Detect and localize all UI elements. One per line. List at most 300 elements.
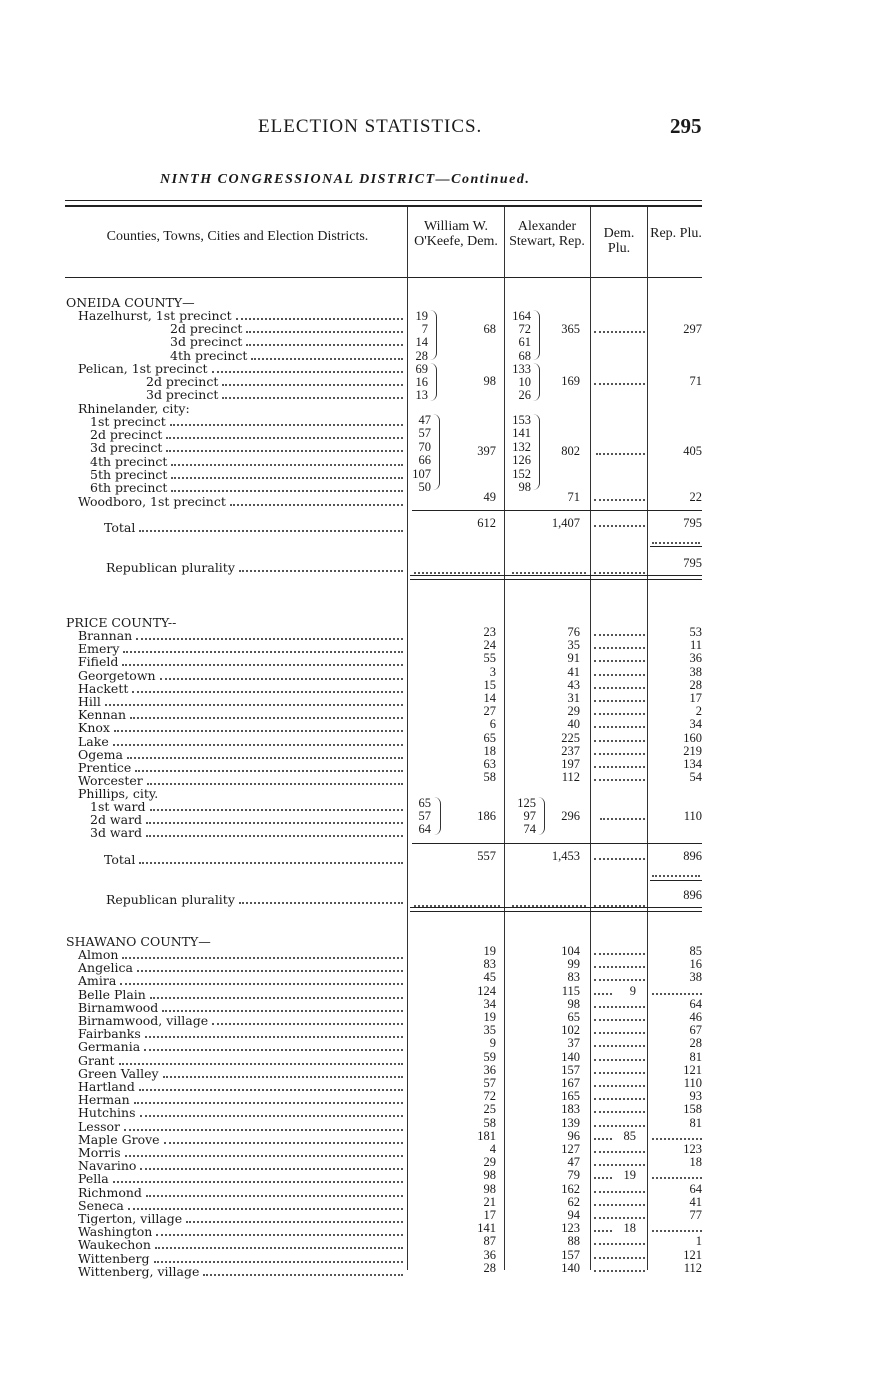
rep-votes: 96 [567,1128,580,1143]
rep-plurality: 22 [689,490,702,504]
rep-plurality: 28 [689,1036,702,1051]
dem-votes: 65 [483,730,496,745]
rep-votes: 165 [561,1089,580,1104]
town-label: Fifield [78,654,119,670]
precinct-dem-votes: 57 [418,426,431,441]
dem-votes: 34 [483,996,496,1011]
precinct-dem-votes: 13 [415,388,428,403]
dem-votes: 9 [489,1036,496,1051]
town-label: Hackett [78,680,129,696]
leader-dots [594,516,645,529]
rep-plurality: 64 [689,996,702,1011]
rep-plurality: 38 [689,970,702,985]
leader-dots [594,1155,645,1168]
town-label: Navarino [78,1158,137,1174]
leader-dots [119,1054,404,1067]
col-header-rep-plu: Rep. Plu. [650,226,702,241]
precinct-label: 5th precinct [90,466,168,482]
leader-dots [122,948,403,961]
rep-votes: 102 [561,1023,580,1038]
leader-dots [145,1027,403,1040]
dem-plurality: 18 [623,1221,636,1236]
dem-votes: 3 [489,664,496,679]
leader-dots [594,957,645,970]
rep-votes: 237 [561,743,580,758]
precinct-rep-votes: 133 [512,362,531,376]
town-label: Seneca [78,1197,124,1213]
precinct-label: 4th precinct [90,453,168,469]
leader-dots [594,1261,645,1274]
rep-votes: 167 [561,1076,580,1090]
leader-dots [239,893,403,906]
dem-votes: 59 [483,1049,496,1064]
leader-dots [594,1142,645,1155]
town-label: Ogema [78,746,123,762]
leader-dots [136,629,403,642]
leader-dots [135,761,403,774]
town-label: Hill [78,694,101,709]
ward-rep-votes: 125 [517,796,536,810]
leader-dots [594,704,645,717]
leader-dots [140,1159,403,1172]
leader-dots [137,961,403,974]
rep-plurality: 81 [689,1049,702,1064]
leader-dots [594,1168,612,1181]
leader-dots [128,1199,403,1212]
precinct-dem-votes: 16 [415,375,428,390]
leader-dots [132,682,403,695]
leader-dots [594,731,645,744]
rep-plurality: 405 [683,444,702,458]
precinct-rep-votes: 153 [512,413,531,427]
dem-votes: 124 [477,983,496,998]
rep-votes: 88 [567,1234,580,1249]
rep-votes: 98 [567,996,580,1011]
rep-votes: 40 [567,717,580,732]
leader-dots [171,468,403,481]
rep-plurality: 18 [689,1155,702,1170]
precinct-label: 2d precinct [170,321,243,337]
leader-dots [594,1116,645,1129]
leader-dots [134,1093,403,1106]
dem-votes: 19 [483,944,496,958]
dem-votes: 29 [483,1155,496,1170]
col-header-stewart: Alexander Stewart, Rep. [509,219,585,249]
leader-dots [166,428,403,441]
rep-plurality: 11 [689,638,702,653]
town-label: Brannan [78,628,133,643]
town-label: Hartland [78,1079,135,1094]
total-rule [412,843,702,844]
rep-plurality: 2 [695,704,702,719]
header-rule [65,277,702,278]
dem-votes: 55 [483,651,496,666]
leader-dots [147,774,403,787]
ward-label: 3d ward [90,825,143,841]
leader-dots [130,708,403,721]
leader-dots [594,678,645,691]
col-header-okeefe: William W. O'Keefe, Dem. [414,219,498,249]
precinct-rep-votes: 126 [512,453,531,468]
rep-votes: 157 [561,1247,580,1262]
leader-dots [139,521,403,534]
leader-dots [652,866,700,879]
leader-dots [594,984,612,997]
plurality-label: Republican plurality [106,892,235,907]
leader-dots [652,533,700,546]
leader-dots [600,809,645,822]
rep-plurality: 16 [689,957,702,972]
rep-plurality: 54 [689,770,702,785]
ward-dem-votes: 57 [418,809,431,824]
rep-votes: 43 [567,677,580,692]
leader-dots [113,735,403,748]
rep-votes: 115 [561,983,580,998]
leader-dots [114,721,403,734]
rep-votes: 99 [567,957,580,972]
leader-dots [146,826,403,839]
leader-dots [594,1023,645,1036]
total-rep-plurality: 896 [683,849,702,863]
dem-votes: 6 [489,717,496,732]
leader-dots [594,757,645,770]
leader-dots [139,1080,403,1093]
dem-plurality: 19 [623,1168,636,1183]
county-title-price: PRICE COUNTY-- [66,615,177,630]
leader-dots [123,642,403,655]
rep-votes: 183 [561,1102,580,1117]
dem-votes: 28 [483,1260,496,1275]
leader-dots [594,1102,645,1115]
leader-dots [594,1182,645,1195]
plurality-label: Republican plurality [106,560,235,575]
dem-votes: 58 [483,1115,496,1130]
rep-votes: 140 [561,1260,580,1275]
town-label: Wittenberg, village [78,1263,200,1279]
rep-votes: 112 [561,770,580,785]
town-label: Belle Plain [78,986,146,1002]
rep-votes: 157 [561,1062,580,1077]
rep-votes: 83 [567,970,580,985]
dem-plurality: 9 [629,983,636,998]
town-label: Pella [78,1171,109,1187]
rep-plurality: 85 [689,944,702,958]
col-header-dem-plu: Dem. Plu. [603,226,635,256]
leader-dots [154,1252,404,1265]
leader-dots [144,1040,403,1053]
precinct-label: 3d precinct [170,334,243,350]
dem-votes: 49 [483,490,496,504]
leader-dots [171,455,403,468]
town-label: Washington [78,1224,153,1240]
dem-votes: 19 [483,1010,496,1024]
leader-dots [230,495,403,508]
rep-plurality: 110 [683,809,702,823]
ward-dem-votes: 65 [418,796,431,810]
rep-votes: 76 [567,625,580,639]
double-rule [410,911,702,912]
leader-dots [594,1036,645,1049]
leader-dots [594,1248,645,1261]
page-number: 295 [670,114,702,138]
precinct-dem-votes: 47 [418,413,431,427]
county-title-oneida: ONEIDA COUNTY— [66,295,195,310]
rep-votes: 35 [567,638,580,653]
town-label: Birnamwood [78,999,159,1015]
subtotal-rep: 802 [561,444,580,458]
rep-votes: 197 [561,757,580,771]
double-rule [410,907,702,908]
town-label: Wittenberg [78,1250,150,1266]
leader-dots [170,415,403,428]
precinct-label: 2d precinct [90,427,163,443]
leader-dots [594,490,645,503]
leader-dots [146,1186,403,1199]
leader-dots [125,1146,403,1159]
dem-votes: 87 [483,1234,496,1249]
precinct-rep-votes: 132 [512,439,531,454]
total-rep: 1,453 [551,849,580,863]
town-label: Maple Grove [78,1131,160,1147]
leader-dots [113,1172,403,1185]
dem-votes: 36 [483,1062,496,1077]
rep-plurality: 297 [683,322,702,336]
ward-rep-votes: 97 [523,809,536,824]
county-title-shawano: SHAWANO COUNTY— [66,934,211,949]
rep-plurality: 36 [689,651,702,666]
plurality-value: 896 [683,888,702,902]
dem-votes: 4 [489,1142,496,1156]
precinct-dem-votes: 66 [418,453,431,468]
town-label: Angelica [78,960,133,976]
leader-dots [594,1221,612,1234]
leader-dots [594,322,645,335]
leader-dots [156,1225,403,1238]
rep-plurality: 77 [689,1208,702,1222]
leader-dots [594,1050,645,1063]
dem-votes: 36 [483,1247,496,1262]
town-label: Emery [78,641,120,657]
plurality-rule [650,880,702,881]
leader-dots [652,1129,702,1142]
rep-votes: 139 [561,1115,580,1130]
town-label: Knox [78,720,110,736]
leader-dots [594,997,645,1010]
rep-plurality: 81 [689,1115,702,1130]
town-label: Lessor [78,1118,121,1134]
ward-dem-votes: 64 [418,822,431,837]
leader-dots [594,1195,645,1208]
precinct-rep-votes: 98 [518,480,531,494]
leader-dots [120,974,403,987]
rep-votes: 162 [561,1181,580,1196]
precinct-rep-votes: 72 [518,322,531,337]
leader-dots [594,638,645,651]
col-header-districts: Counties, Towns, Cities and Election Districts. [106,229,369,244]
rep-plurality: 112 [683,1260,702,1275]
precinct-label: 2d precinct [146,374,219,390]
dem-votes: 35 [483,1023,496,1038]
rep-plurality: 110 [683,1076,702,1090]
rep-plurality: 134 [683,757,702,771]
leader-dots [594,744,645,757]
leader-dots [594,1129,612,1142]
dem-votes: 57 [483,1076,496,1090]
dem-plurality: 85 [623,1128,636,1143]
rep-votes: 62 [567,1194,580,1209]
total-dem: 612 [477,516,496,530]
dem-votes: 83 [483,957,496,972]
ward-rep-votes: 74 [523,822,536,837]
rep-plurality: 158 [683,1102,702,1117]
rep-votes: 225 [561,730,580,745]
leader-dots [105,695,403,708]
leader-dots [594,665,645,678]
total-rep: 1,407 [551,516,580,530]
leader-dots [594,374,645,387]
dem-votes: 181 [477,1128,496,1143]
dem-votes: 98 [483,1168,496,1183]
leader-dots [594,970,645,983]
city-label: Phillips, city. [78,786,159,801]
plurality-rule [650,546,702,547]
dem-votes: 18 [483,743,496,758]
precinct-dem-votes: 14 [415,335,428,350]
precinct-label: Hazelhurst, 1st precinct [78,308,232,323]
rep-plurality: 160 [683,730,702,745]
dem-votes: 141 [477,1221,496,1236]
city-label: Rhinelander, city: [78,401,190,416]
precinct-rep-votes: 10 [518,375,531,390]
precinct-rep-votes: 61 [518,335,531,350]
dem-votes: 98 [483,1181,496,1196]
precinct-label: 3d precinct [146,387,219,403]
leader-dots [594,625,645,638]
precinct-rep-votes: 164 [512,309,531,323]
precinct-rep-votes: 141 [512,426,531,441]
town-label: Tigerton, village [78,1211,183,1226]
town-label: Prentice [78,760,132,775]
total-rule [412,510,702,511]
rep-votes: 47 [567,1155,580,1170]
precinct-label: Pelican, 1st precinct [78,361,208,376]
town-label: Birnamwood, village [78,1013,209,1028]
leader-dots [160,669,403,682]
rep-votes: 65 [567,1010,580,1024]
precinct-dem-votes: 107 [412,466,431,481]
rep-plurality: 67 [689,1023,702,1038]
leader-dots [594,1063,645,1076]
leader-dots [212,1014,403,1027]
top-rule-double [65,205,702,207]
leader-dots [166,441,403,454]
rep-plurality: 123 [683,1142,702,1156]
section-subtitle: NINTH CONGRESSIONAL DISTRICT—Continued. [160,172,531,187]
leader-dots [652,1221,702,1234]
dem-votes: 45 [483,970,496,985]
dem-votes: 58 [483,770,496,785]
dem-votes: 63 [483,757,496,771]
rep-votes: 41 [567,664,580,679]
dem-votes: 14 [483,691,496,705]
running-title: ELECTION STATISTICS. [258,116,483,137]
town-label: Lake [78,733,109,749]
dem-votes: 15 [483,677,496,692]
rep-votes: 140 [561,1049,580,1064]
ward-label: 1st ward [90,799,146,814]
rep-plurality: 1 [695,1234,702,1249]
rep-plurality: 17 [689,691,702,705]
precinct-label: 6th precinct [90,480,168,495]
ward-label: 2d ward [90,812,143,828]
precinct-dem-votes: 7 [421,322,428,337]
rep-plurality: 53 [689,625,702,639]
leader-dots [594,1208,645,1221]
precinct-rep-votes: 26 [518,388,531,403]
rep-votes: 91 [567,651,580,666]
rep-votes: 94 [567,1208,580,1222]
rep-plurality: 71 [689,374,702,388]
precinct-rep-votes: 152 [512,466,531,481]
rep-votes: 37 [567,1036,580,1051]
rep-plurality: 41 [689,1194,702,1209]
precinct-dem-votes: 50 [418,480,431,494]
plurality-value: 795 [683,556,702,570]
leader-dots [122,655,403,668]
leader-dots [652,984,702,997]
rep-votes: 79 [567,1168,580,1183]
rep-votes: 127 [561,1142,580,1156]
leader-dots [594,770,645,783]
leader-dots [594,717,645,730]
total-label: Total [104,852,136,867]
town-label: Richmond [78,1184,142,1200]
subtotal-dem: 98 [483,374,496,388]
precinct-rep-votes: 68 [518,348,531,363]
leader-dots [596,444,645,457]
leader-dots [594,1234,645,1247]
total-label: Total [104,520,136,535]
leader-dots [162,1001,403,1014]
leader-dots [594,1089,645,1102]
leader-dots [163,1067,403,1080]
rep-plurality: 64 [689,1181,702,1196]
precinct-label: 3d precinct [90,440,163,456]
rep-plurality: 219 [683,743,702,758]
town-label: Germania [78,1039,141,1055]
leader-dots [164,1133,403,1146]
rep-votes: 104 [561,944,580,958]
dem-votes: 25 [483,1102,496,1117]
leader-dots [203,1265,403,1278]
leader-dots [124,1120,403,1133]
dem-votes: 72 [483,1089,496,1104]
leader-dots [171,481,403,494]
town-label: Almon [78,947,119,962]
rep-votes: 71 [567,490,580,504]
leader-dots [594,691,645,704]
rep-plurality: 93 [689,1089,702,1104]
total-dem: 557 [477,849,496,863]
town-label: Hutchins [78,1105,136,1121]
leader-dots [140,1106,404,1119]
dem-votes: 27 [483,704,496,719]
rep-plurality: 46 [689,1010,702,1024]
leader-dots [652,1168,702,1181]
town-label: Herman [78,1092,130,1108]
precinct-dem-votes: 69 [415,362,428,376]
total-rep-plurality: 795 [683,516,702,530]
